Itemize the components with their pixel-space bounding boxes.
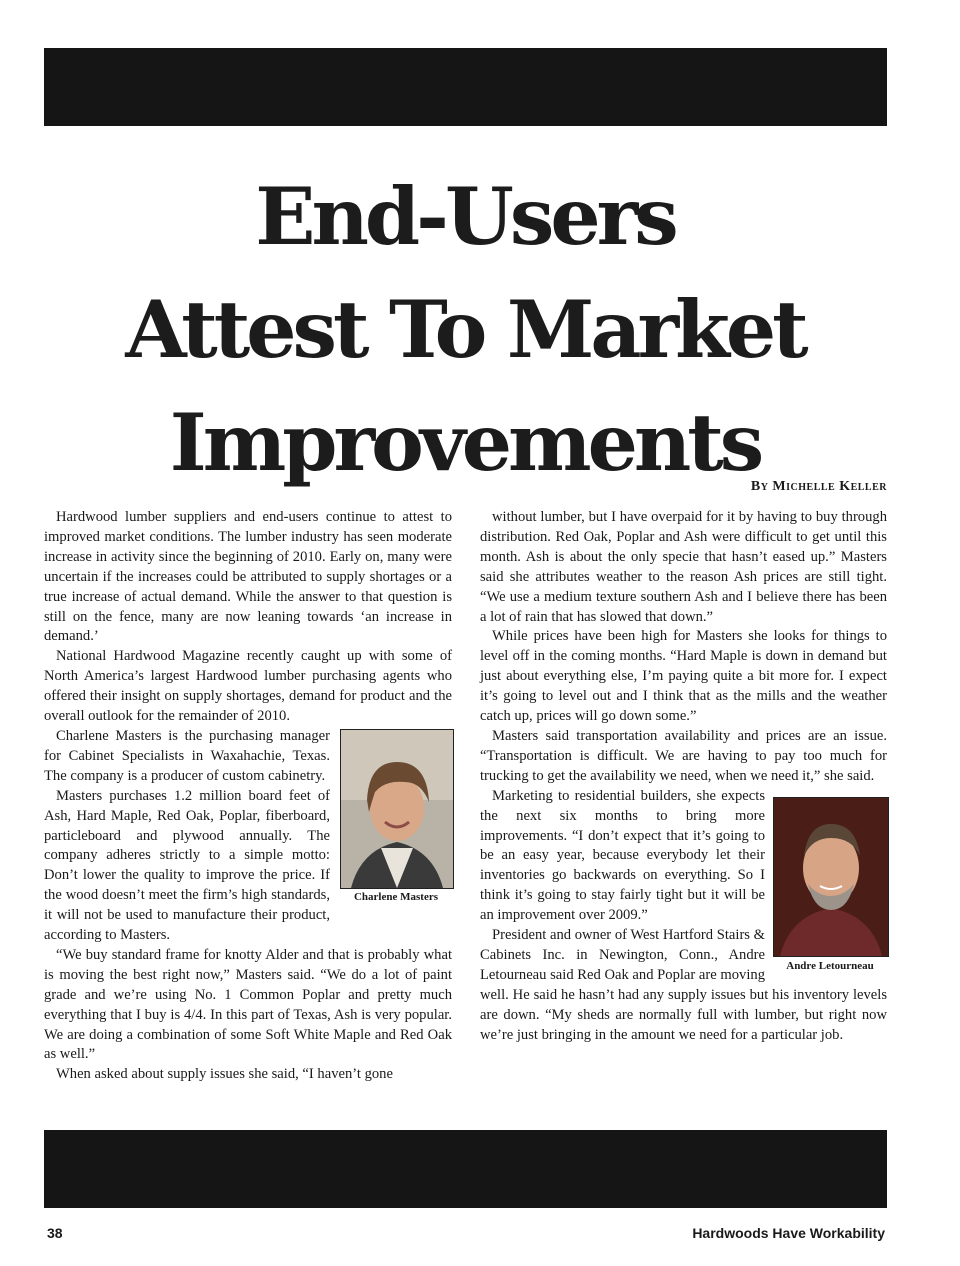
footer-bar [44, 1130, 887, 1208]
page-number: 38 [47, 1225, 63, 1241]
paragraph: When asked about supply issues she said, “I haven’t gone [56, 1066, 393, 1083]
portrait-image [340, 729, 454, 889]
title-line-3: Improvements [169, 396, 761, 489]
photo-charlene-masters [340, 729, 452, 904]
title-line-1: End-Users [255, 170, 675, 263]
paragraph: “We buy standard frame for knotty Alder and that is probably what is moving the best right now,” Masters said. “We do a lot of paint grade and we’re using No. 1 Common Poplar and pretty much everything that I buy is 4/4. In this part of Texas, Ash is very popular. We are doing a combination of some Soft White Maple and Red Oak as well.” [44, 946, 452, 1063]
photo-caption: Charlene Masters [353, 890, 438, 903]
photo-caption: Andre Letourneau [786, 959, 874, 972]
header-bar [44, 48, 887, 126]
paragraph: President and owner of West Hartford Stairs & Cabinets Inc. in Newington, Conn., Andre Letourneau said Red Oak and Poplar are moving well. He said he hasn’t had any supply issues but his inventory levels are down. “My sheds are normally full with lumber, but right now we’re just bringing in the amount we need for a particular job. [480, 927, 887, 1043]
paragraph: Marketing to residential builders, she expects the next six months to bring more improvements. “I don’t expect that it’s going to be an easy year, because everybody let their inventories go backwards on everything. So I think it’s going to stay fairly tight but it will be an improvement over 2009.” [480, 787, 765, 924]
footer-tagline: Hardwoods Have Workability [692, 1225, 885, 1241]
byline: By Michelle Keller [750, 479, 887, 494]
photo-andre-letourneau [773, 797, 887, 973]
paragraph: Hardwood lumber suppliers and end-users continue to attest to improved market conditions. The lumber industry has seen moderate increase in activity since the beginning of 2010. Early on, many were uncertain if the increases could be attributed to supply shortages or a true increase of actual demand. While the answer to that question is still on the fence, many are now leaning towards ‘an increase in demand.’ [44, 509, 452, 645]
paragraph: Masters purchases 1.2 million board feet of Ash, Hard Maple, Red Oak, Poplar, fiberboard, particleboard and plywood annually. The company adheres strictly to a simple motto: Don’t lower the quality to improve the price. If the wood doesn’t meet the firm’s high standards, it will not be used to manufacture their product, according to Masters. [44, 787, 330, 944]
paragraph: Charlene Masters is the purchasing manager for Cabinet Specialists in Waxahachie, Texas. The company is a producer of custom cabinetry. [44, 727, 330, 784]
paragraph: National Hardwood Magazine recently caught up with some of North America’s largest Hardwood lumber purchasing agents who offered their insight on supply shortages, demand for product and the overall outlook for the remainder of 2010. [44, 648, 452, 725]
paragraph: Masters said transportation availability and prices are an issue. “Transportation is difficult. We are having to pay too much for trucking to get the availability we need, when we need it,” she said. [480, 727, 887, 784]
left-column [44, 508, 452, 1085]
article-title [0, 160, 930, 499]
paragraph: While prices have been high for Masters she looks for things to level off in the coming months. “Hard Maple is down in demand but just about everything else, I’m paying quite a bit more for. I expect it’s going to level out and I think that as the mills and the weather catch up, prices will go down some.” [480, 628, 887, 725]
title-line-2: Attest To Market [125, 283, 805, 376]
paragraph: without lumber, but I have overpaid for it by having to buy through distribution. Red Oak, Poplar and Ash were difficult to get until this month. Ash is about the only specie that hasn’t eased up.” Masters said she attributes weather to the reason Ash prices are still tight. “We use a medium texture southern Ash and I believe there has been a lot of rain that has slowed that down.” [480, 509, 887, 625]
right-column [480, 508, 887, 1045]
portrait-image [773, 797, 889, 957]
